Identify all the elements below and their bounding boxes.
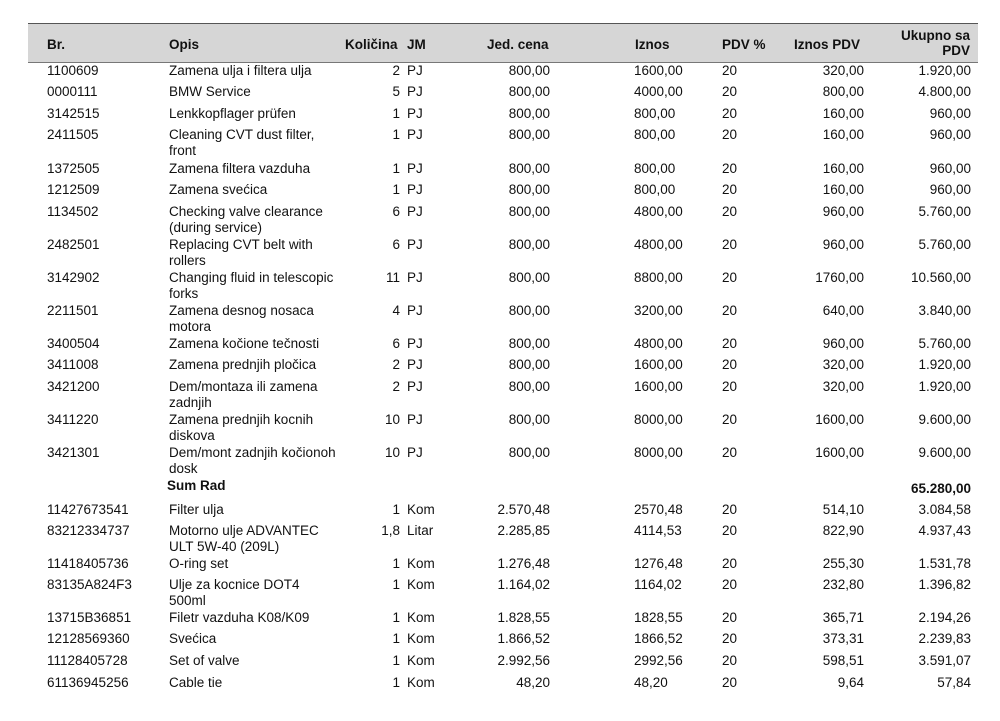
- cell-iznos-pdv: 160,00: [822, 127, 864, 142]
- cell-br: 1372505: [47, 161, 100, 176]
- cell-ukupno: 4.937,43: [918, 523, 971, 538]
- cell-ukupno: 57,84: [937, 675, 971, 690]
- cell-iznos: 48,20: [634, 675, 668, 690]
- cell-opis: Zamena ulja i filtera ulja: [169, 63, 312, 78]
- cell-iznos-pdv: 320,00: [822, 379, 864, 394]
- cell-pdv: 20: [722, 412, 738, 427]
- cell-pdv: 20: [722, 106, 738, 121]
- cell-iznos: 1866,52: [634, 631, 683, 646]
- cell-pdv: 20: [722, 336, 738, 351]
- cell-ukupno: 3.084,58: [918, 502, 971, 517]
- cell-cena: 2.992,56: [497, 653, 550, 668]
- cell-cena: 800,00: [508, 237, 550, 252]
- cell-iznos: 4800,00: [634, 237, 683, 252]
- cell-iznos-pdv: 514,10: [822, 502, 864, 517]
- cell-jm: PJ: [407, 303, 423, 318]
- cell-br: 3142515: [47, 106, 100, 121]
- header-iznos-pdv: Iznos PDV: [794, 37, 861, 52]
- cell-kol: 1: [392, 610, 400, 625]
- cell-kol: 2: [392, 63, 400, 78]
- cell-jm: PJ: [407, 63, 423, 78]
- cell-br: 1212509: [47, 182, 100, 197]
- cell-kol: 1: [392, 675, 400, 690]
- cell-br: 2482501: [47, 237, 100, 252]
- cell-iznos-pdv: 640,00: [822, 303, 864, 318]
- cell-br: 13715B36851: [47, 610, 132, 625]
- cell-opis: Checking valve clearance (during service): [169, 204, 323, 235]
- cell-kol: 10: [384, 445, 400, 460]
- cell-kol: 1: [392, 502, 400, 517]
- cell-ukupno: 5.760,00: [918, 336, 971, 351]
- cell-kol: 1: [392, 127, 400, 142]
- cell-br: 1100609: [47, 63, 99, 78]
- cell-ukupno: 1.531,78: [918, 556, 971, 571]
- cell-ukupno: 1.396,82: [918, 577, 971, 592]
- cell-kol: 2: [392, 357, 400, 372]
- cell-ukupno: 3.840,00: [918, 303, 971, 318]
- sum-rad-total: 65.280,00: [910, 481, 971, 496]
- cell-iznos: 8800,00: [634, 270, 683, 285]
- cell-iznos-pdv: 320,00: [822, 63, 864, 78]
- cell-jm: Kom: [407, 577, 435, 592]
- cell-pdv: 20: [722, 204, 738, 219]
- cell-iznos-pdv: 960,00: [822, 204, 864, 219]
- cell-opis: Svećica: [169, 631, 217, 646]
- cell-cena: 800,00: [508, 445, 550, 460]
- cell-br: 0000111: [47, 84, 98, 99]
- cell-jm: PJ: [407, 336, 423, 351]
- cell-ukupno: 10.560,00: [910, 270, 971, 285]
- cell-pdv: 20: [722, 556, 738, 571]
- cell-br: 3142902: [47, 270, 100, 285]
- cell-iznos: 4114,53: [634, 523, 682, 538]
- cell-cena: 800,00: [508, 182, 550, 197]
- cell-kol: 4: [392, 303, 400, 318]
- header-opis: Opis: [169, 37, 200, 52]
- cell-opis: Ulje za kocnice DOT4 500ml: [169, 577, 300, 608]
- cell-iznos-pdv: 1600,00: [815, 412, 864, 427]
- cell-iznos-pdv: 373,31: [822, 631, 864, 646]
- cell-opis: Zamena prednjih kocnih diskova: [169, 412, 314, 443]
- cell-opis: Filetr vazduha K08/K09: [169, 610, 310, 625]
- cell-opis: Motorno ulje ADVANTEC ULT 5W-40 (209L): [169, 523, 319, 554]
- cell-iznos: 1600,00: [634, 379, 683, 394]
- cell-opis: Filter ulja: [169, 502, 224, 517]
- header-jm: JM: [407, 37, 426, 52]
- cell-kol: 5: [392, 84, 400, 99]
- cell-iznos-pdv: 320,00: [822, 357, 864, 372]
- header-br: Br.: [47, 37, 66, 52]
- cell-kol: 6: [392, 336, 400, 351]
- cell-pdv: 20: [722, 445, 738, 460]
- cell-pdv: 20: [722, 653, 738, 668]
- cell-opis: Lenkkopflager prüfen: [169, 106, 296, 121]
- header-pdv-percent: PDV %: [722, 37, 766, 52]
- cell-br: 83135A824F3: [47, 577, 132, 592]
- cell-br: 61136945256: [47, 675, 129, 690]
- cell-opis: Dem/mont zadnjih kočionoh dosk: [169, 445, 336, 476]
- cell-ukupno: 3.591,07: [918, 653, 971, 668]
- cell-opis: O-ring set: [169, 556, 229, 571]
- cell-br: 11128405728: [47, 653, 128, 668]
- cell-opis: Set of valve: [169, 653, 240, 668]
- cell-kol: 10: [384, 412, 400, 427]
- cell-jm: Kom: [407, 675, 435, 690]
- cell-kol: 1: [392, 161, 400, 176]
- cell-pdv: 20: [722, 237, 738, 252]
- sum-rad-label: Sum Rad: [167, 478, 226, 493]
- cell-pdv: 20: [722, 502, 738, 517]
- cell-opis: Zamena filtera vazduha: [169, 161, 311, 176]
- cell-br: 3411220: [47, 412, 99, 427]
- cell-kol: 6: [392, 237, 400, 252]
- cell-ukupno: 1.920,00: [918, 357, 971, 372]
- cell-kol: 1: [392, 653, 400, 668]
- cell-br: 11418405736: [47, 556, 129, 571]
- cell-jm: Kom: [407, 631, 435, 646]
- cell-ukupno: 960,00: [929, 182, 971, 197]
- cell-iznos: 1276,48: [634, 556, 683, 571]
- cell-br: 2411505: [47, 127, 99, 142]
- cell-iznos: 800,00: [634, 161, 676, 176]
- cell-jm: PJ: [407, 357, 423, 372]
- cell-br: 3421301: [47, 445, 100, 460]
- cell-cena: 800,00: [508, 336, 550, 351]
- cell-br: 1134502: [47, 204, 99, 219]
- cell-br: 3421200: [47, 379, 100, 394]
- cell-iznos: 2570,48: [634, 502, 683, 517]
- cell-br: 11427673541: [47, 502, 129, 517]
- cell-iznos: 4800,00: [634, 336, 683, 351]
- cell-iznos-pdv: 160,00: [822, 161, 864, 176]
- cell-iznos: 4000,00: [634, 84, 683, 99]
- cell-iznos: 800,00: [634, 127, 676, 142]
- cell-jm: Kom: [407, 653, 435, 668]
- cell-iznos: 4800,00: [634, 204, 683, 219]
- cell-cena: 48,20: [516, 675, 550, 690]
- cell-iznos-pdv: 9,64: [837, 675, 864, 690]
- header-iznos: Iznos: [635, 37, 670, 52]
- cell-ukupno: 5.760,00: [918, 237, 971, 252]
- cell-ukupno: 4.800,00: [918, 84, 971, 99]
- cell-iznos-pdv: 800,00: [822, 84, 864, 99]
- cell-br: 12128569360: [47, 631, 130, 646]
- cell-ukupno: 2.239,83: [918, 631, 971, 646]
- cell-cena: 1.828,55: [497, 610, 550, 625]
- cell-ukupno: 1.920,00: [918, 379, 971, 394]
- cell-iznos: 800,00: [634, 106, 676, 121]
- cell-cena: 800,00: [508, 357, 550, 372]
- cell-opis: BMW Service: [169, 84, 251, 99]
- cell-iznos: 1828,55: [634, 610, 683, 625]
- cell-iznos-pdv: 1600,00: [815, 445, 864, 460]
- cell-kol: 1: [392, 577, 400, 592]
- cell-jm: PJ: [407, 270, 423, 285]
- cell-kol: 1,8: [381, 523, 400, 538]
- cell-jm: PJ: [407, 106, 423, 121]
- cell-iznos-pdv: 255,30: [822, 556, 864, 571]
- cell-pdv: 20: [722, 523, 738, 538]
- cell-cena: 800,00: [508, 303, 550, 318]
- cell-kol: 6: [392, 204, 400, 219]
- cell-iznos-pdv: 365,71: [822, 610, 864, 625]
- cell-kol: 11: [385, 270, 400, 285]
- cell-br: 83212334737: [47, 523, 130, 538]
- cell-iznos: 1164,02: [634, 577, 682, 592]
- cell-opis: Zamena svećica: [169, 182, 268, 197]
- cell-pdv: 20: [722, 675, 738, 690]
- cell-kol: 1: [392, 106, 400, 121]
- cell-opis: Replacing CVT belt with rollers: [169, 237, 313, 268]
- header-kolicina: Količina: [345, 37, 398, 52]
- cell-jm: Kom: [407, 502, 435, 517]
- cell-iznos-pdv: 960,00: [822, 336, 864, 351]
- cell-jm: Kom: [407, 556, 435, 571]
- cell-ukupno: 960,00: [929, 161, 971, 176]
- cell-pdv: 20: [722, 161, 738, 176]
- cell-cena: 1.164,02: [497, 577, 550, 592]
- cell-iznos-pdv: 232,80: [822, 577, 864, 592]
- cell-opis: Zamena desnog nosaca motora: [169, 303, 314, 334]
- cell-cena: 800,00: [508, 63, 550, 78]
- cell-cena: 2.285,85: [497, 523, 550, 538]
- cell-jm: PJ: [407, 379, 423, 394]
- cell-ukupno: 2.194,26: [918, 610, 971, 625]
- cell-iznos-pdv: 960,00: [822, 237, 864, 252]
- cell-ukupno: 960,00: [929, 127, 971, 142]
- cell-iznos: 2992,56: [634, 653, 683, 668]
- cell-cena: 800,00: [508, 379, 550, 394]
- cell-iznos-pdv: 598,51: [822, 653, 864, 668]
- header-jed-cena: Jed. cena: [487, 37, 549, 52]
- cell-iznos: 3200,00: [634, 303, 683, 318]
- cell-opis: Cable tie: [169, 675, 223, 690]
- cell-ukupno: 5.760,00: [918, 204, 971, 219]
- cell-jm: Litar: [407, 523, 434, 538]
- cell-ukupno: 9.600,00: [918, 445, 971, 460]
- cell-opis: Changing fluid in telescopic forks: [169, 270, 334, 301]
- cell-cena: 1.276,48: [497, 556, 550, 571]
- cell-iznos-pdv: 160,00: [822, 106, 864, 121]
- cell-cena: 800,00: [508, 106, 550, 121]
- cell-pdv: 20: [722, 610, 738, 625]
- cell-cena: 2.570,48: [497, 502, 550, 517]
- cell-cena: 800,00: [508, 161, 550, 176]
- cell-opis: Zamena kočione tečnosti: [169, 336, 320, 351]
- cell-jm: Kom: [407, 610, 435, 625]
- cell-jm: PJ: [407, 127, 423, 142]
- cell-jm: PJ: [407, 161, 423, 176]
- cell-opis: Cleaning CVT dust filter, front: [169, 127, 315, 158]
- cell-jm: PJ: [407, 204, 423, 219]
- cell-ukupno: 1.920,00: [918, 63, 971, 78]
- cell-kol: 1: [392, 556, 400, 571]
- cell-iznos-pdv: 160,00: [822, 182, 864, 197]
- cell-jm: PJ: [407, 412, 423, 427]
- cell-pdv: 20: [722, 379, 738, 394]
- cell-pdv: 20: [722, 270, 738, 285]
- cell-pdv: 20: [722, 357, 738, 372]
- cell-iznos-pdv: 1760,00: [815, 270, 864, 285]
- cell-ukupno: 9.600,00: [918, 412, 971, 427]
- cell-iznos: 8000,00: [634, 445, 683, 460]
- cell-opis: Dem/montaza ili zamena zadnjih: [169, 379, 318, 410]
- cell-iznos: 8000,00: [634, 412, 683, 427]
- cell-kol: 1: [392, 182, 400, 197]
- cell-iznos: 800,00: [634, 182, 676, 197]
- cell-ukupno: 960,00: [929, 106, 971, 121]
- cell-cena: 800,00: [508, 270, 550, 285]
- cell-kol: 1: [392, 631, 400, 646]
- cell-iznos-pdv: 822,90: [822, 523, 864, 538]
- cell-pdv: 20: [722, 577, 738, 592]
- cell-pdv: 20: [722, 63, 738, 78]
- cell-pdv: 20: [722, 631, 738, 646]
- cell-opis: Zamena prednjih pločica: [169, 357, 317, 372]
- cell-cena: 800,00: [508, 204, 550, 219]
- cell-iznos: 1600,00: [634, 357, 683, 372]
- cell-cena: 800,00: [508, 84, 550, 99]
- header-ukupno: Ukupno sa PDV: [900, 28, 970, 58]
- cell-br: 2211501: [47, 303, 99, 318]
- cell-jm: PJ: [407, 182, 423, 197]
- cell-pdv: 20: [722, 182, 738, 197]
- cell-cena: 1.866,52: [497, 631, 550, 646]
- cell-jm: PJ: [407, 84, 423, 99]
- cell-jm: PJ: [407, 445, 423, 460]
- cell-pdv: 20: [722, 303, 738, 318]
- cell-cena: 800,00: [508, 127, 550, 142]
- cell-cena: 800,00: [508, 412, 550, 427]
- cell-br: 3411008: [47, 357, 99, 372]
- cell-br: 3400504: [47, 336, 100, 351]
- cell-jm: PJ: [407, 237, 423, 252]
- cell-pdv: 20: [722, 127, 738, 142]
- cell-kol: 2: [392, 379, 400, 394]
- cell-iznos: 1600,00: [634, 63, 683, 78]
- cell-pdv: 20: [722, 84, 738, 99]
